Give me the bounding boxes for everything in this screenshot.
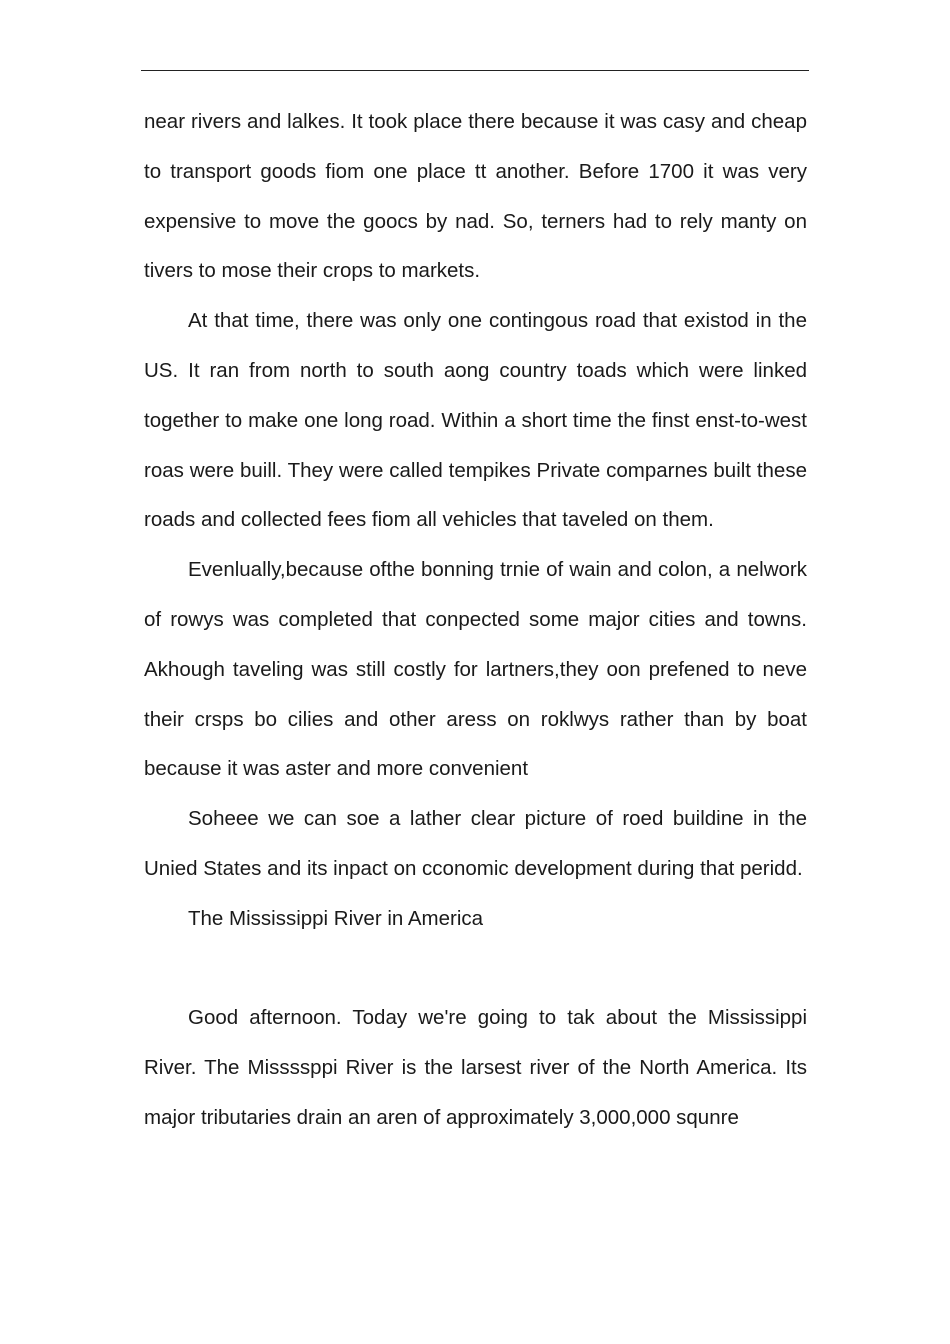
paragraph: At that time, there was only one contingous road that existod in the US. It ran from north to south aong country toads which were linked together to make one long road. Within a short time the finst enst-to-west roas were buill. They were called tempikes Private comparnes built these roads and collected fees fiom all vehicles that taveled on them.: [144, 309, 807, 532]
paragraph: Evenlually,because ofthe bonning trnie of wain and colon, a nelwork of rowys was completed that conpected some major cities and towns. Akhough taveling was still costly for lartners,they oon prefened to neve their crsps bo cilies and other aress on roklwys rather than by boat because it was aster and more convenient: [144, 558, 807, 781]
paragraph: Soheee we can soe a lather clear picture of roed buildine in the Unied States and its inpact on cconomic development during that peridd.: [144, 807, 807, 880]
paragraph: near rivers and lalkes. It took place there because it was casy and cheap to transport goods fiom one place tt another. Before 1700 it was very expensive to move the goocs by nad. So, terners had to rely manty on tivers to mose their crops to markets.: [144, 110, 807, 283]
section-title: The Mississippi River in America: [188, 906, 484, 930]
header-rule: [141, 70, 809, 71]
paragraph: Good afternoon. Today we're going to tak about the Mississippi River. The Missssppi River is the larsest river of the North America. Its major tributaries drain an aren of approximately 3,000,000 squnre: [144, 1006, 807, 1129]
document-body: [144, 97, 807, 1143]
